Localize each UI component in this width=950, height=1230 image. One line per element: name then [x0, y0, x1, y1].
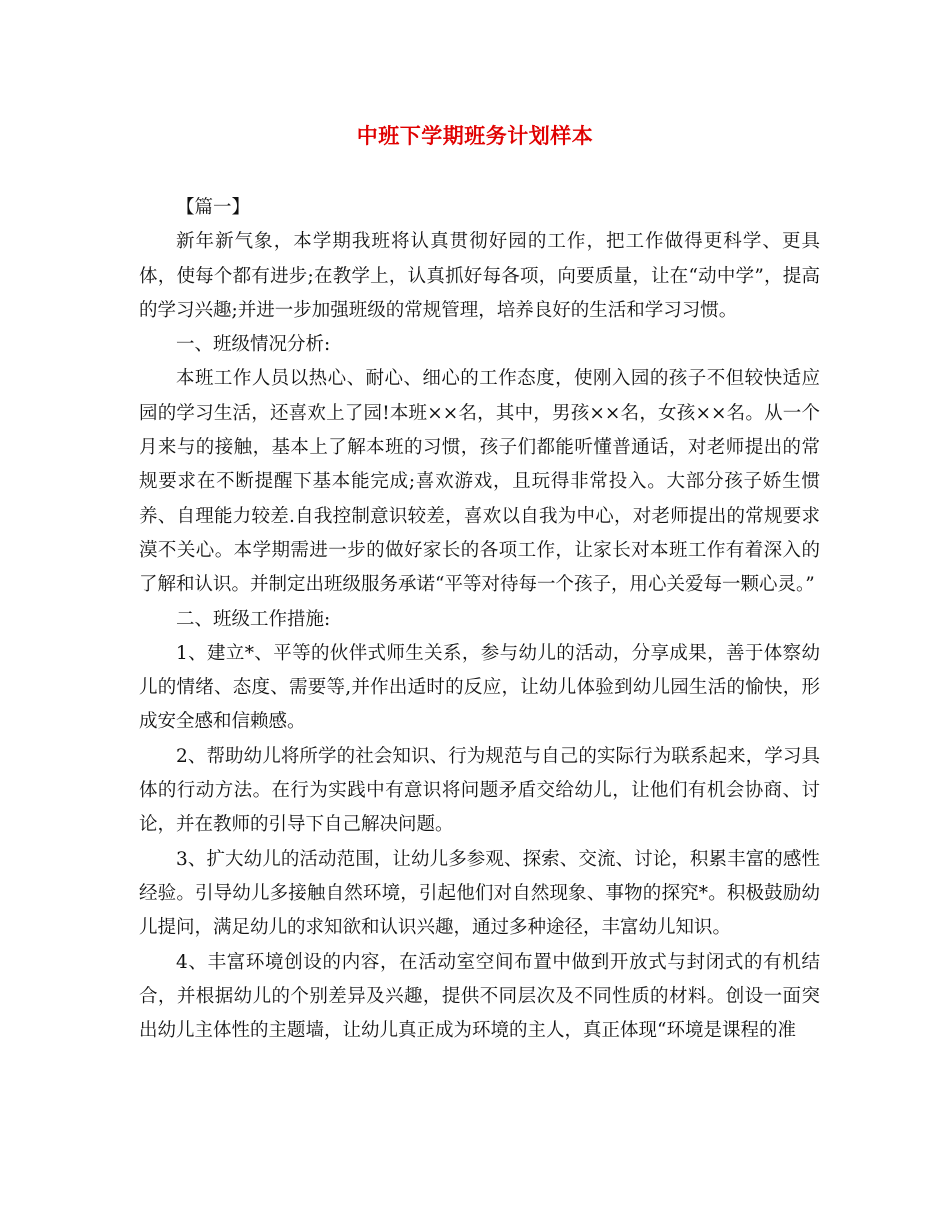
paragraph-intro: 新年新气象，本学期我班将认真贯彻好园的工作，把工作做得更科学、更具体，使每个都有进步;在教学上，认真抓好每各项，向要质量，让在“动中学”，提高的学习兴趣;并进一步加强班级的常规管理，培养良好的生活和学习习惯。: [139, 231, 820, 321]
paragraph-class-analysis: 本班工作人员以热心、耐心、细心的工作态度，使刚入园的孩子不但较快适应园的学习生活，还喜欢上了园!本班××名，其中，男孩××名，女孩××名。从一个月来与的接触，基本上了解本班的习惯，孩子们都能听懂普通话，对老师提出的常规要求在不断提醒下基本能完成;喜欢游戏，且玩得非常投入。大部分孩子娇生惯养、自理能力较差.自我控制意识较差，喜欢以自我为中心，对老师提出的常规要求漠不关心。本学期需进一步的做好家长的各项工作，让家长对本班工作有着深入的了解和认识。并制定出班级服务承诺“平等对待每一个孩子，用心关爱每一颗心灵。”: [139, 368, 820, 596]
paragraph-measure-4: 4、丰富环境创设的内容，在活动室空间布置中做到开放式与封闭式的有机结合，并根据幼儿的个别差异及兴趣，提供不同层次及不同性质的材料。创设一面突出幼儿主体性的主题墙，让幼儿真正成为环境的主人，真正体现“环境是课程的准: [139, 951, 820, 1042]
section-heading-work-measures: 二、班级工作措施:: [176, 608, 331, 630]
document-title: 中班下学期班务计划样本: [356, 123, 594, 148]
paragraph-measure-2: 2、帮助幼儿将所学的社会知识、行为规范与自己的实际行为联系起来，学习具体的行动方法。在行为实践中有意识将问题矛盾交给幼儿，让他们有机会协商、讨论，并在教师的引导下自己解决问题。: [139, 745, 820, 836]
section-heading-part-one: 【篇一】: [176, 197, 251, 218]
paragraph-measure-1: 1、建立*、平等的伙伴式师生关系，参与幼儿的活动，分享成果，善于体察幼儿的情绪、态度、需要等,并作出适时的反应，让幼儿体验到幼儿园生活的愉快，形成安全感和信赖感。: [139, 642, 820, 733]
paragraph-measure-3: 3、扩大幼儿的活动范围，让幼儿多参观、探索、交流、讨论，积累丰富的感性经验。引导幼儿多接触自然环境，引起他们对自然现象、事物的探究*。积极鼓励幼儿提问，满足幼儿的求知欲和认识兴趣，通过多种途径，丰富幼儿知识。: [139, 848, 820, 939]
document-body: [139, 191, 820, 1048]
section-heading-class-analysis: 一、班级情况分析:: [176, 334, 331, 356]
